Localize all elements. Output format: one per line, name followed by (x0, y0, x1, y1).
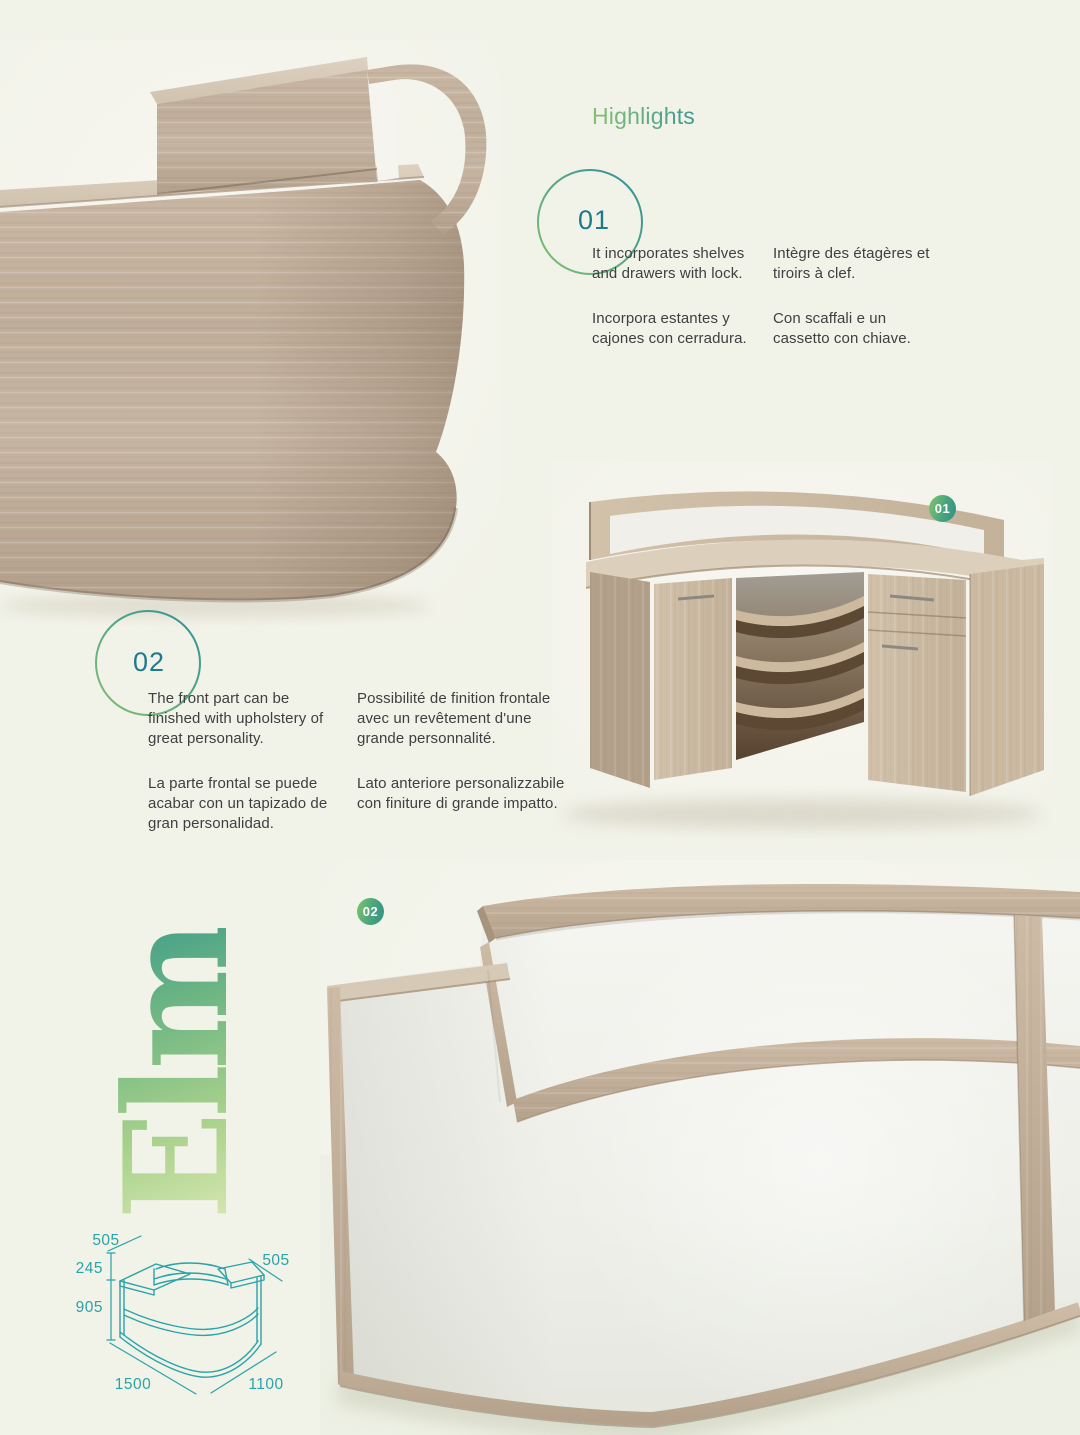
dim-main-height: 905 (75, 1299, 103, 1316)
highlight-02-col-left (148, 689, 346, 834)
dim-side-width: 1100 (248, 1376, 284, 1393)
photo2-floor-shadow (562, 799, 1042, 829)
highlight-01-fr: Intègre des étagères et tiroirs à clef. (773, 245, 930, 282)
highlights-title: Highlights (592, 103, 695, 129)
highlight-01-it: Con scaffali e un cassetto con chiave. (773, 310, 911, 347)
highlight-02-col-right (357, 689, 571, 814)
photo-badge-02-label: 02 (362, 904, 379, 919)
photo-reception-desk-front (320, 860, 1080, 1435)
highlight-01-es: Incorpora estantes y cajones con cerradura. (592, 310, 747, 347)
dim-side-depth: 505 (262, 1252, 290, 1269)
product-name-vertical (92, 925, 267, 1220)
highlight-01-col-left (592, 244, 770, 349)
photo-badge-02 (357, 898, 384, 925)
dim-front-width: 1500 (114, 1376, 152, 1393)
product-name: Elm (92, 928, 267, 1220)
photo-badge-01-label: 01 (934, 501, 951, 516)
photo-badge-01 (929, 495, 956, 522)
desk-line-drawing (120, 1262, 264, 1377)
dim-upper-height: 245 (75, 1260, 103, 1277)
highlight-number: 01 (578, 205, 611, 235)
highlight-02-fr: Possibilité de finition frontale avec un revêtement d'une grande personnalité. (357, 690, 551, 747)
photo-corner-desk-back (552, 462, 1052, 842)
dimensions-diagram (68, 1223, 318, 1431)
highlight-02-es: La parte frontal se puede acabar con un tapizado de gran personalidad. (148, 775, 328, 832)
desk-body (0, 180, 464, 600)
highlight-01-col-right (773, 244, 943, 349)
highlight-02-en: The front part can be finished with upholstery of great personality. (148, 690, 324, 747)
highlight-number: 02 (133, 647, 166, 677)
highlight-01-en: It incorporates shelves and drawers with lock. (592, 245, 745, 282)
photo-wood-desk-closeup (0, 40, 500, 630)
dim-top-depth: 505 (92, 1232, 120, 1249)
highlight-02-it: Lato anteriore personalizzabile con finiture di grande impatto. (357, 775, 565, 812)
